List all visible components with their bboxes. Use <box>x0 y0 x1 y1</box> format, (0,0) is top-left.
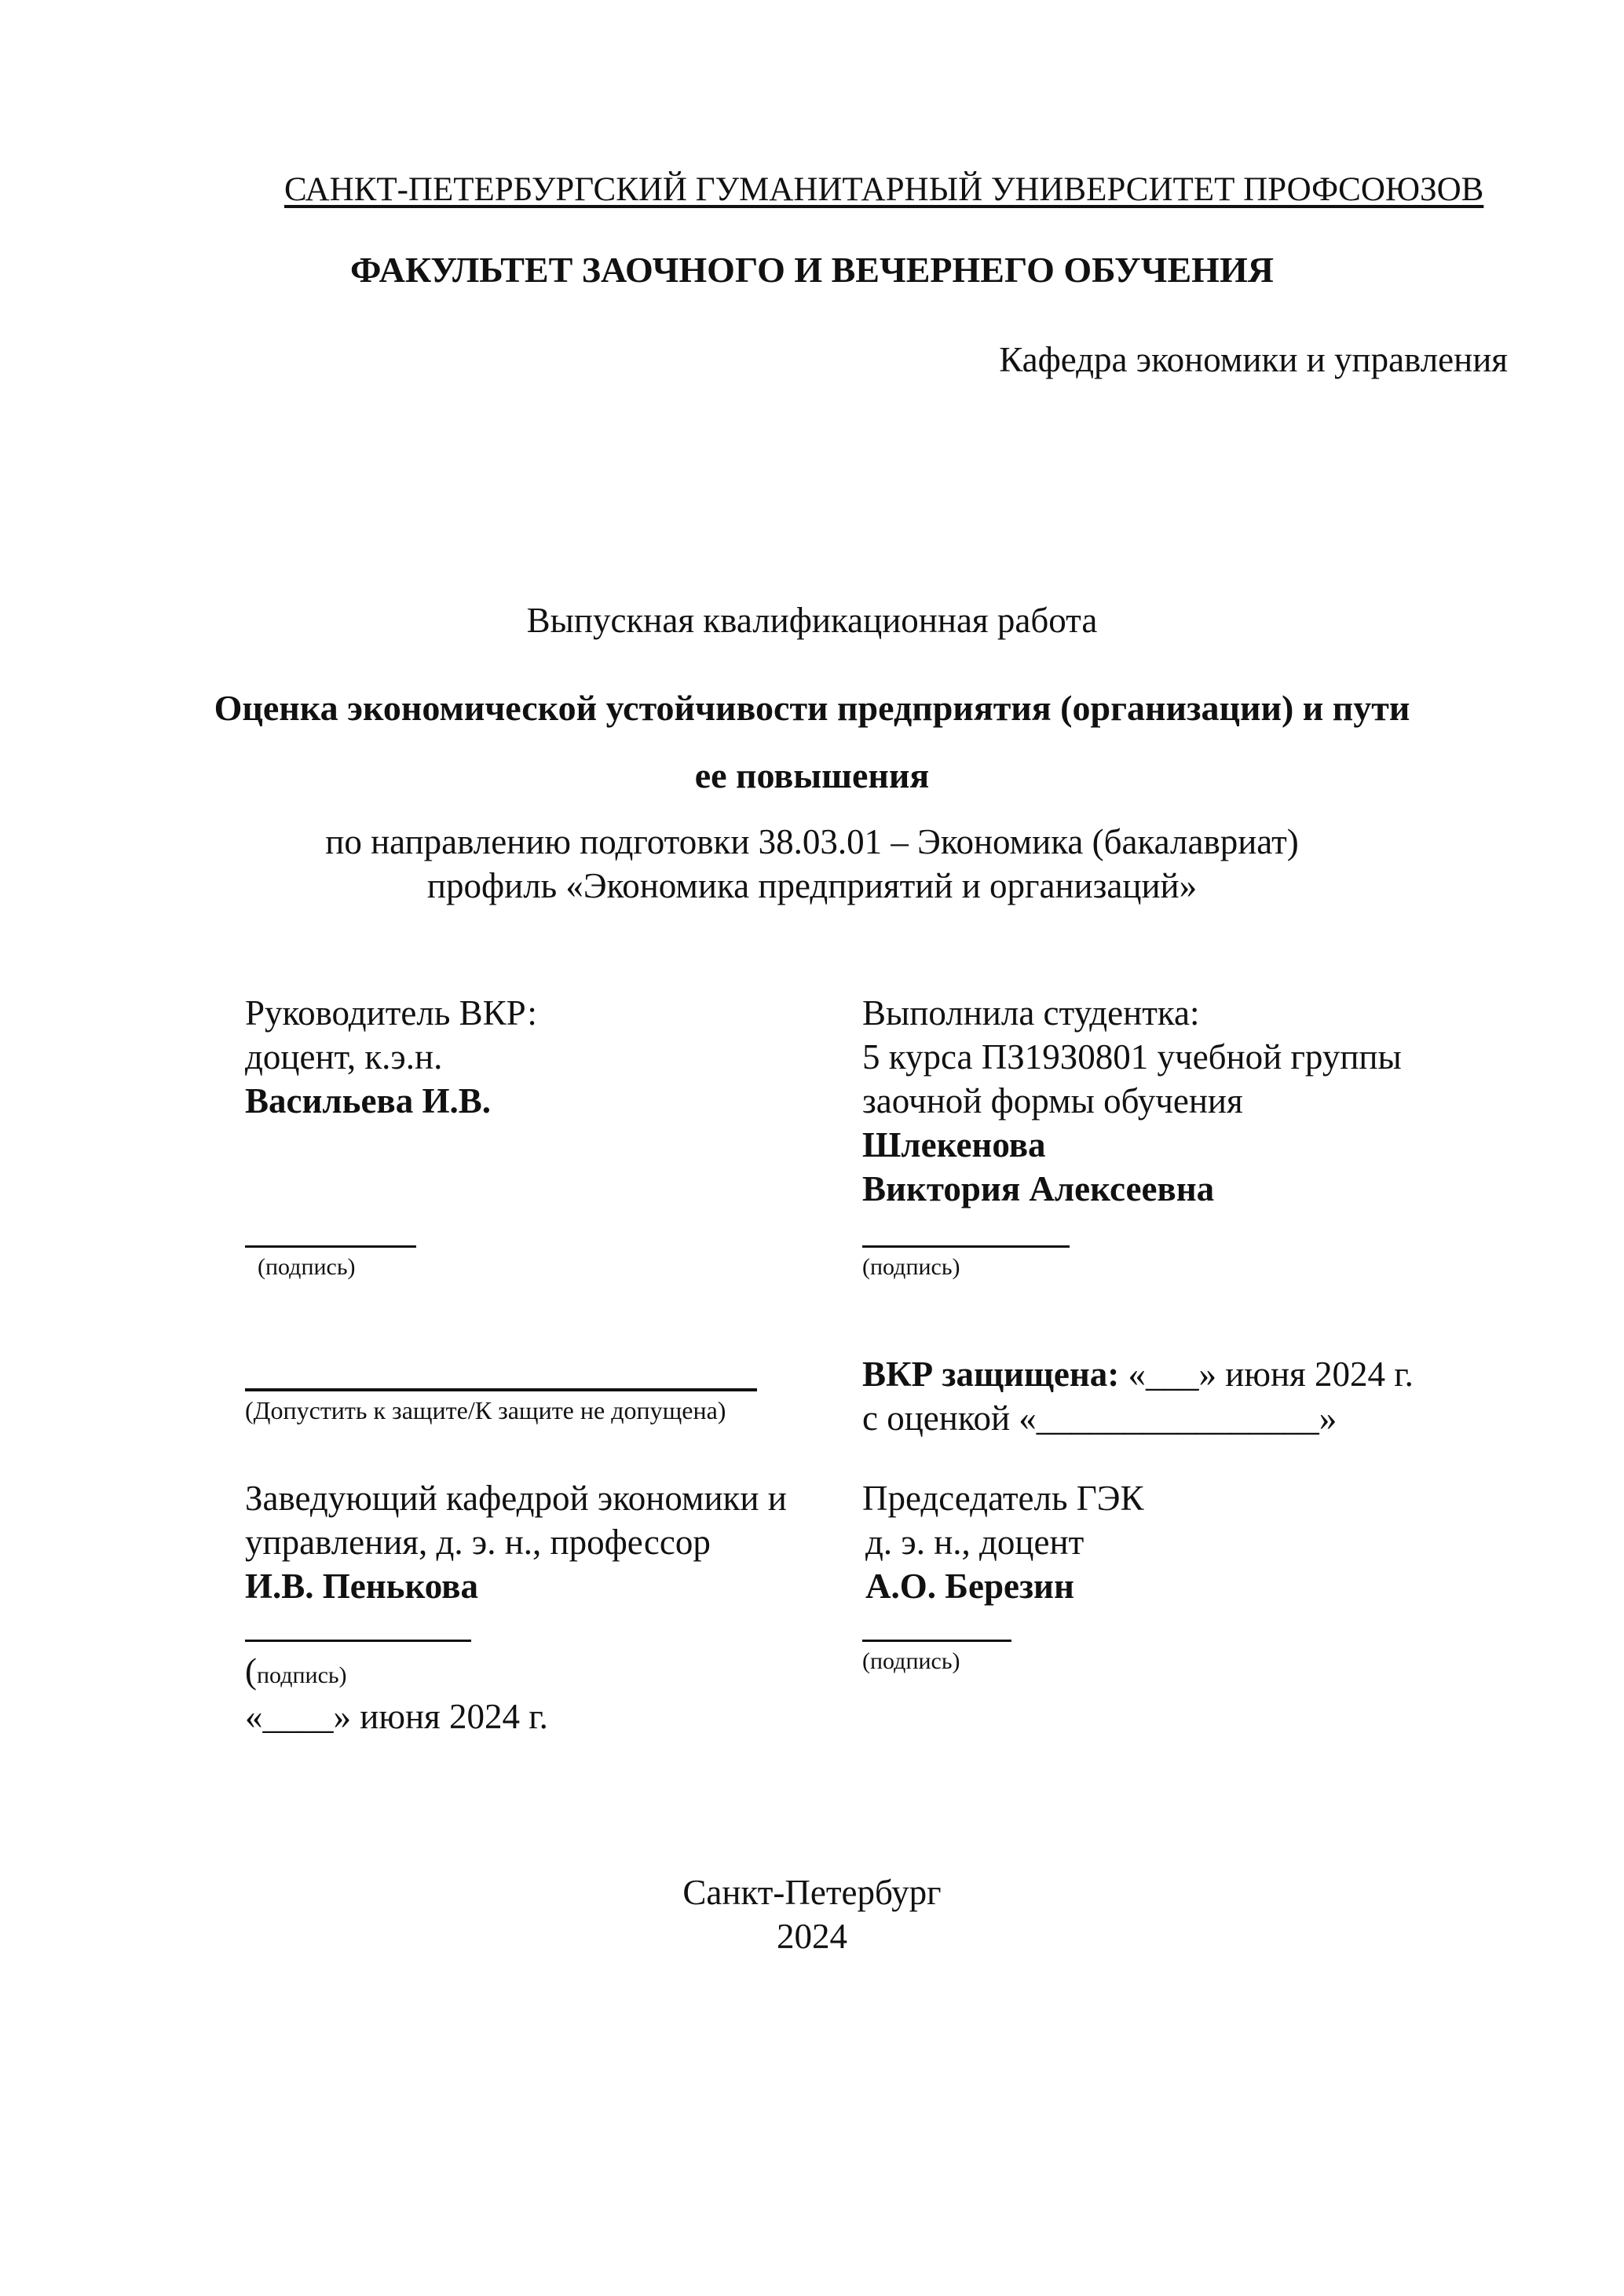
defense-date: «___» июня 2024 г. <box>1128 1355 1414 1394</box>
supervisor-signature-line <box>245 1245 416 1248</box>
chairman-position: д. э. н., доцент <box>865 1523 1084 1562</box>
head-signature-line <box>245 1640 471 1642</box>
work-title-line-1: Оценка экономической устойчивости предприятия (организации) и пути <box>214 688 1410 728</box>
work-title-line-2: ее повышения <box>694 755 930 795</box>
admission-caption: (Допустить к защите/К защите не допущена) <box>245 1396 726 1424</box>
study-direction: по направлению подготовки 38.03.01 – Экономика (бакалавриат) <box>325 822 1299 861</box>
head-signature-paren: ( <box>245 1651 257 1691</box>
student-signature-line <box>862 1245 1070 1248</box>
chairman-signature-line <box>862 1640 1011 1642</box>
supervisor-signature-caption: (подпись) <box>258 1254 356 1280</box>
department-name: Кафедра экономики и управления <box>999 340 1508 379</box>
supervisor-position: доцент, к.э.н. <box>245 1037 443 1077</box>
study-profile: профиль «Экономика предприятий и организаций» <box>426 866 1198 905</box>
head-title-line-1: Заведующий кафедрой экономики и <box>245 1479 787 1518</box>
defense-grade: с оценкой «________________» <box>862 1398 1337 1438</box>
head-name: И.В. Пенькова <box>245 1567 478 1606</box>
head-signature-caption <box>245 1652 347 1695</box>
defense-status <box>862 1352 1414 1396</box>
chairman-name: А.О. Березин <box>865 1567 1074 1606</box>
supervisor-name: Васильева И.В. <box>245 1081 492 1121</box>
head-signature-caption-text: подпись) <box>257 1662 347 1688</box>
faculty-name: ФАКУЛЬТЕТ ЗАОЧНОГО И ВЕЧЕРНЕГО ОБУЧЕНИЯ <box>350 250 1274 290</box>
supervisor-label: Руководитель ВКР: <box>245 993 537 1033</box>
footer-year: 2024 <box>777 1917 847 1956</box>
defense-label: ВКР защищена: <box>862 1355 1120 1394</box>
admission-decision-line <box>245 1388 757 1391</box>
student-surname: Шлекенова <box>862 1125 1046 1164</box>
student-study-form: заочной формы обучения <box>862 1081 1243 1121</box>
head-date: «____» июня 2024 г. <box>245 1697 548 1736</box>
student-label: Выполнила студентка: <box>862 993 1200 1033</box>
head-title-line-2: управления, д. э. н., профессор <box>245 1523 711 1562</box>
chairman-signature-caption: (подпись) <box>862 1648 960 1674</box>
chairman-label: Председатель ГЭК <box>862 1479 1144 1518</box>
student-signature-caption: (подпись) <box>862 1254 960 1280</box>
university-name: САНКТ-ПЕТЕРБУРГСКИЙ ГУМАНИТАРНЫЙ УНИВЕРСИТЕТ ПРОФСОЮЗОВ <box>284 171 1484 208</box>
student-name: Виктория Алексеевна <box>862 1169 1215 1208</box>
footer-city: Санкт-Петербург <box>682 1873 942 1912</box>
work-type: Выпускная квалификационная работа <box>526 601 1098 640</box>
student-group: 5 курса ПЗ19З0801 учебной группы <box>862 1037 1402 1077</box>
